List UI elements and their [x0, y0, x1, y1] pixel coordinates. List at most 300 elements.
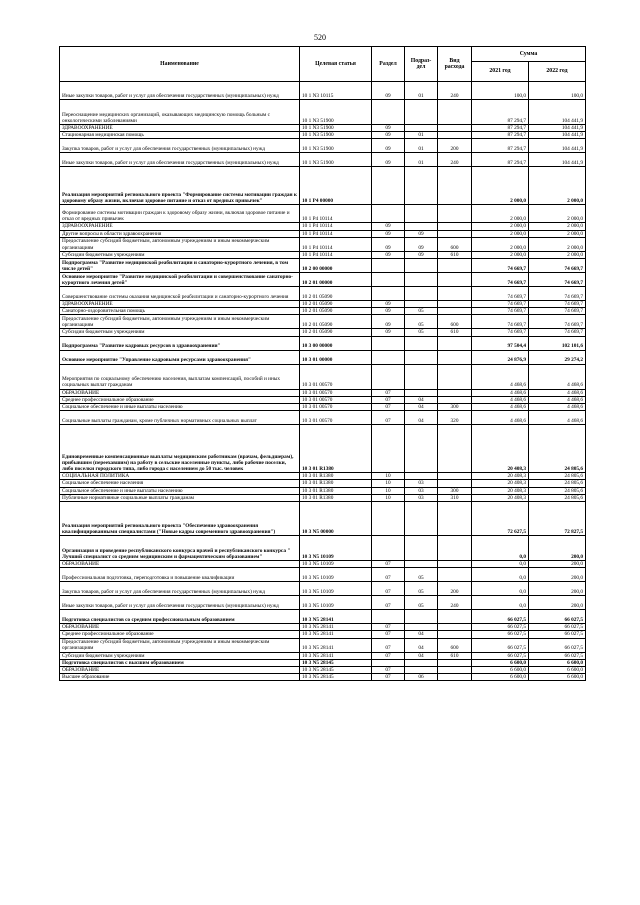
row-subsection-cell: 09: [405, 237, 438, 251]
row-sum-2021-cell: 100,0: [472, 82, 529, 100]
row-code-cell: 10 3 N5 28145: [300, 674, 372, 681]
row-subsection-cell: 03: [405, 494, 438, 501]
row-section-cell: 09: [372, 308, 405, 315]
row-subsection-cell: 09: [405, 251, 438, 258]
table-row: [60, 287, 586, 301]
row-subsection-cell: [405, 659, 438, 666]
row-subsection-cell: 03: [405, 480, 438, 487]
row-sum-2022-cell: 4 468,6: [529, 389, 586, 396]
row-name-cell: Реализация мероприятий регионального проекта "Формирование системы мотивации граждан к здоровому образу жизни, включая здоровое питание и отказ от вредных привычек": [60, 167, 300, 205]
row-section-cell: 10: [372, 473, 405, 480]
row-section-cell: 09: [372, 315, 405, 329]
row-subsection-cell: 04: [405, 652, 438, 659]
row-sum-2022-cell: 24 805,6: [529, 494, 586, 501]
row-expense-type-cell: [438, 100, 472, 125]
row-subsection-cell: 03: [405, 487, 438, 494]
row-subsection-cell: 04: [405, 404, 438, 411]
row-subsection-cell: 01: [405, 153, 438, 167]
row-sum-2021-cell: 74 669,7: [472, 259, 529, 273]
row-name-cell: Среднее профессиональное образование: [60, 631, 300, 638]
table-row: [60, 251, 586, 258]
row-code-cell: 10 3 00 00000: [300, 336, 372, 350]
row-subsection-cell: [405, 167, 438, 205]
row-sum-2021-cell: 2 000,0: [472, 205, 529, 223]
row-sum-2021-cell: 74 669,7: [472, 301, 529, 308]
header-year-2022: 2022 год: [529, 62, 586, 82]
row-name-cell: СОЦИАЛЬНАЯ ПОЛИТИКА: [60, 473, 300, 480]
row-sum-2022-cell: 29 274,2: [529, 350, 586, 364]
row-sum-2021-cell: 87 294,7: [472, 132, 529, 139]
row-sum-2022-cell: 4 468,6: [529, 396, 586, 403]
row-subsection-cell: [405, 205, 438, 223]
row-expense-type-cell: [438, 502, 472, 536]
row-expense-type-cell: [438, 631, 472, 638]
row-code-cell: 10 3 N5 28141: [300, 610, 372, 624]
row-sum-2021-cell: 66 027,5: [472, 631, 529, 638]
row-section-cell: 07: [372, 411, 405, 425]
row-sum-2022-cell: 24 805,6: [529, 480, 586, 487]
row-code-cell: 10 3 N5 28141: [300, 652, 372, 659]
row-name-cell: Среднее профессиональное образование: [60, 396, 300, 403]
row-expense-type-cell: 200: [438, 582, 472, 596]
row-sum-2022-cell: 104 441,9: [529, 132, 586, 139]
row-expense-type-cell: [438, 667, 472, 674]
table-row: [60, 638, 586, 652]
row-name-cell: ОБРАЗОВАНИЕ: [60, 389, 300, 396]
row-section-cell: [372, 350, 405, 364]
row-sum-2022-cell: 24 805,6: [529, 473, 586, 480]
table-row: [60, 364, 586, 389]
row-sum-2021-cell: 6 600,0: [472, 674, 529, 681]
row-sum-2021-cell: 0,0: [472, 568, 529, 582]
row-expense-type-cell: [438, 273, 472, 287]
row-name-cell: Предоставление субсидий бюджетным, автономным учреждениям и иным некоммерческим организациям: [60, 237, 300, 251]
table-row: [60, 536, 586, 561]
row-code-cell: 10 1 N3 51900: [300, 132, 372, 139]
row-name-cell: Подпрограмма "Развитие медицинской реабилитации и санаторно-курортного лечения, в том числе детей": [60, 259, 300, 273]
row-code-cell: 10 1 N3 51900: [300, 153, 372, 167]
row-sum-2022-cell: 200,0: [529, 561, 586, 568]
row-expense-type-cell: [438, 125, 472, 132]
row-sum-2022-cell: 74 669,7: [529, 287, 586, 301]
row-subsection-cell: [405, 624, 438, 631]
row-expense-type-cell: [438, 568, 472, 582]
row-sum-2022-cell: 2 000,0: [529, 237, 586, 251]
table-row: [60, 659, 586, 666]
row-sum-2021-cell: 74 669,7: [472, 308, 529, 315]
table-row: [60, 389, 586, 396]
row-sum-2021-cell: 20 408,3: [472, 487, 529, 494]
row-expense-type-cell: [438, 389, 472, 396]
row-sum-2022-cell: 74 669,7: [529, 329, 586, 336]
row-name-cell: Высшее образование: [60, 674, 300, 681]
row-name-cell: Субсидии бюджетным учреждениям: [60, 251, 300, 258]
table-row: [60, 425, 586, 473]
row-sum-2022-cell: 74 669,7: [529, 301, 586, 308]
row-sum-2021-cell: 20 408,3: [472, 425, 529, 473]
row-sum-2022-cell: 66 027,5: [529, 624, 586, 631]
row-section-cell: 09: [372, 153, 405, 167]
header-year-2021: 2021 год: [472, 62, 529, 82]
row-name-cell: Совершенствование системы оказания медицинской реабилитации и санаторно-курортного лечения: [60, 287, 300, 301]
table-row: [60, 125, 586, 132]
row-section-cell: [372, 364, 405, 389]
row-section-cell: [372, 205, 405, 223]
row-sum-2022-cell: 2 000,0: [529, 223, 586, 230]
table-row: [60, 336, 586, 350]
row-subsection-cell: 04: [405, 411, 438, 425]
row-subsection-cell: 04: [405, 631, 438, 638]
row-sum-2022-cell: 2 000,0: [529, 167, 586, 205]
table-row: [60, 139, 586, 153]
row-subsection-cell: [405, 389, 438, 396]
row-section-cell: 07: [372, 404, 405, 411]
row-section-cell: [372, 425, 405, 473]
table-header: [60, 47, 586, 82]
row-expense-type-cell: [438, 561, 472, 568]
row-subsection-cell: [405, 273, 438, 287]
row-code-cell: 10 3 N5 28141: [300, 624, 372, 631]
table-row: [60, 582, 586, 596]
row-subsection-cell: 05: [405, 315, 438, 329]
row-expense-type-cell: [438, 301, 472, 308]
row-expense-type-cell: [438, 167, 472, 205]
row-name-cell: Основное мероприятие "Управление кадровыми ресурсами здравоохранения": [60, 350, 300, 364]
row-subsection-cell: 01: [405, 132, 438, 139]
row-code-cell: 10 1 P4 10114: [300, 251, 372, 258]
row-expense-type-cell: 200: [438, 139, 472, 153]
row-subsection-cell: 05: [405, 308, 438, 315]
table-row: [60, 561, 586, 568]
row-sum-2022-cell: 66 027,5: [529, 631, 586, 638]
row-code-cell: 10 1 P4 00000: [300, 167, 372, 205]
row-sum-2022-cell: 200,0: [529, 568, 586, 582]
row-sum-2022-cell: 72 827,5: [529, 502, 586, 536]
table-row: [60, 487, 586, 494]
budget-table: [59, 46, 586, 681]
header-section: Раздел: [372, 47, 405, 82]
table-row: [60, 396, 586, 403]
row-sum-2022-cell: 2 000,0: [529, 205, 586, 223]
row-code-cell: 10 3 01 00000: [300, 350, 372, 364]
row-code-cell: 10 3 01 R1380: [300, 487, 372, 494]
row-expense-type-cell: 310: [438, 494, 472, 501]
row-sum-2021-cell: 20 408,3: [472, 480, 529, 487]
row-sum-2022-cell: 24 805,6: [529, 487, 586, 494]
row-sum-2021-cell: 74 669,7: [472, 273, 529, 287]
row-code-cell: 10 3 N5 28145: [300, 667, 372, 674]
row-expense-type-cell: [438, 308, 472, 315]
table-row: [60, 329, 586, 336]
row-section-cell: 07: [372, 624, 405, 631]
row-section-cell: [372, 610, 405, 624]
row-sum-2021-cell: 66 027,5: [472, 624, 529, 631]
row-sum-2022-cell: 200,0: [529, 536, 586, 561]
row-expense-type-cell: [438, 336, 472, 350]
row-sum-2021-cell: 2 000,0: [472, 230, 529, 237]
table-row: [60, 667, 586, 674]
row-sum-2022-cell: 6 600,0: [529, 667, 586, 674]
row-sum-2021-cell: 74 669,7: [472, 315, 529, 329]
row-code-cell: 10 3 01 00570: [300, 404, 372, 411]
row-code-cell: 10 3 N5 10109: [300, 536, 372, 561]
row-section-cell: [372, 167, 405, 205]
row-expense-type-cell: [438, 659, 472, 666]
header-subsection: Подраз-дел: [405, 47, 438, 82]
row-subsection-cell: [405, 125, 438, 132]
row-sum-2021-cell: 87 294,7: [472, 100, 529, 125]
row-code-cell: 10 2 00 00000: [300, 259, 372, 273]
row-subsection-cell: [405, 287, 438, 301]
row-expense-type-cell: 240: [438, 82, 472, 100]
row-name-cell: ОБРАЗОВАНИЕ: [60, 667, 300, 674]
table-row: [60, 568, 586, 582]
row-sum-2022-cell: 2 000,0: [529, 251, 586, 258]
table-row: [60, 167, 586, 205]
row-code-cell: 10 3 N5 10109: [300, 561, 372, 568]
table-row: [60, 624, 586, 631]
row-sum-2021-cell: 4 468,6: [472, 396, 529, 403]
row-expense-type-cell: [438, 259, 472, 273]
header-expense-type: Вид расхода: [438, 47, 472, 82]
row-code-cell: 10 1 P4 10114: [300, 230, 372, 237]
row-sum-2022-cell: 200,0: [529, 582, 586, 596]
row-code-cell: 10 3 01 00570: [300, 411, 372, 425]
row-sum-2021-cell: 74 669,7: [472, 287, 529, 301]
row-name-cell: Иные закупки товаров, работ и услуг для обеспечения государственных (муниципальных) нужд: [60, 82, 300, 100]
row-code-cell: 10 2 01 05090: [300, 301, 372, 308]
row-sum-2021-cell: 87 294,7: [472, 139, 529, 153]
row-expense-type-cell: [438, 610, 472, 624]
row-name-cell: Стационарная медицинская помощь: [60, 132, 300, 139]
row-sum-2022-cell: 104 441,9: [529, 100, 586, 125]
row-section-cell: [372, 259, 405, 273]
table-row: [60, 610, 586, 624]
row-sum-2021-cell: 74 669,7: [472, 329, 529, 336]
row-section-cell: 07: [372, 638, 405, 652]
row-sum-2021-cell: 2 000,0: [472, 167, 529, 205]
table-row: [60, 494, 586, 501]
row-section-cell: 07: [372, 561, 405, 568]
row-name-cell: Единовременные компенсационные выплаты медицинским работникам (врачам, фельдшерам), прибывшим (переехавшим) на работу в сельские населенные пункты, либо рабочие поселки, либо поселки городского типа, либо города с населением до 50 тыс. человек: [60, 425, 300, 473]
row-subsection-cell: [405, 364, 438, 389]
page-number: 520: [314, 33, 326, 42]
row-code-cell: 10 1 P4 10114: [300, 237, 372, 251]
row-subsection-cell: 05: [405, 596, 438, 610]
row-sum-2021-cell: 6 600,0: [472, 667, 529, 674]
row-sum-2021-cell: 24 876,9: [472, 350, 529, 364]
row-section-cell: 07: [372, 596, 405, 610]
row-expense-type-cell: 600: [438, 237, 472, 251]
row-sum-2022-cell: 66 027,5: [529, 638, 586, 652]
row-expense-type-cell: [438, 205, 472, 223]
row-subsection-cell: [405, 536, 438, 561]
row-section-cell: 09: [372, 223, 405, 230]
row-section-cell: 09: [372, 82, 405, 100]
row-section-cell: 10: [372, 494, 405, 501]
row-code-cell: 10 2 01 05090: [300, 315, 372, 329]
row-sum-2022-cell: 74 669,7: [529, 273, 586, 287]
row-subsection-cell: 05: [405, 582, 438, 596]
row-name-cell: Закупка товаров, работ и услуг для обеспечения государственных (муниципальных) нужд: [60, 582, 300, 596]
header-code: Целевая статья: [300, 47, 372, 82]
row-expense-type-cell: [438, 473, 472, 480]
row-section-cell: [372, 502, 405, 536]
row-sum-2021-cell: 4 468,6: [472, 411, 529, 425]
row-sum-2022-cell: 74 669,7: [529, 315, 586, 329]
table-row: [60, 631, 586, 638]
row-subsection-cell: [405, 502, 438, 536]
row-section-cell: 09: [372, 301, 405, 308]
row-sum-2021-cell: 66 027,5: [472, 638, 529, 652]
row-code-cell: 10 3 N5 10109: [300, 596, 372, 610]
table-row: [60, 205, 586, 223]
row-subsection-cell: 06: [405, 674, 438, 681]
row-expense-type-cell: [438, 223, 472, 230]
table-row: [60, 596, 586, 610]
row-expense-type-cell: 300: [438, 404, 472, 411]
table-row: [60, 315, 586, 329]
row-name-cell: Формирование системы мотивации граждан к здоровому образу жизни, включая здоровое питание и отказ от вредных привычек: [60, 205, 300, 223]
row-name-cell: Переоснащение медицинских организаций, оказывающих медицинскую помощь больным с онкологическими заболеваниями: [60, 100, 300, 125]
row-expense-type-cell: [438, 536, 472, 561]
row-name-cell: Мероприятия по социальному обеспечению населения, выплатам компенсаций, пособий и иных социальных выплат гражданам: [60, 364, 300, 389]
row-expense-type-cell: [438, 480, 472, 487]
row-name-cell: Профессиональная подготовка, переподготовка и повышение квалификации: [60, 568, 300, 582]
row-section-cell: 07: [372, 631, 405, 638]
row-sum-2021-cell: 0,0: [472, 596, 529, 610]
row-expense-type-cell: 300: [438, 487, 472, 494]
row-code-cell: 10 1 N3 51900: [300, 100, 372, 125]
row-sum-2022-cell: 100,0: [529, 82, 586, 100]
row-name-cell: Подготовка специалистов со средним профессиональным образованием: [60, 610, 300, 624]
row-sum-2021-cell: 0,0: [472, 582, 529, 596]
row-sum-2022-cell: 200,0: [529, 596, 586, 610]
row-expense-type-cell: 610: [438, 329, 472, 336]
table-row: [60, 82, 586, 100]
row-sum-2021-cell: 87 294,7: [472, 125, 529, 132]
row-expense-type-cell: 320: [438, 411, 472, 425]
row-name-cell: Организация и проведение республиканского конкурса врачей и республиканского конкурса " Лучший специалист со средним медицинским и фармацевтическим образованием": [60, 536, 300, 561]
row-code-cell: 10 1 P4 10114: [300, 223, 372, 230]
row-section-cell: [372, 336, 405, 350]
row-code-cell: 10 2 01 00000: [300, 273, 372, 287]
row-section-cell: 07: [372, 389, 405, 396]
row-name-cell: Иные закупки товаров, работ и услуг для обеспечения государственных (муниципальных) нужд: [60, 596, 300, 610]
row-name-cell: Публичные нормативные социальные выплаты гражданам: [60, 494, 300, 501]
row-sum-2022-cell: 104 441,9: [529, 153, 586, 167]
row-sum-2022-cell: 4 468,6: [529, 411, 586, 425]
row-name-cell: ОБРАЗОВАНИЕ: [60, 624, 300, 631]
row-name-cell: Предоставление субсидий бюджетным, автономным учреждениям и иным некоммерческим организациям: [60, 638, 300, 652]
table-row: [60, 652, 586, 659]
row-section-cell: 09: [372, 329, 405, 336]
row-sum-2021-cell: 20 408,3: [472, 473, 529, 480]
row-code-cell: 10 3 01 R1380: [300, 473, 372, 480]
row-expense-type-cell: [438, 425, 472, 473]
row-section-cell: 09: [372, 125, 405, 132]
row-section-cell: 10: [372, 480, 405, 487]
row-sum-2021-cell: 6 600,0: [472, 659, 529, 666]
row-subsection-cell: 01: [405, 82, 438, 100]
row-expense-type-cell: [438, 396, 472, 403]
row-section-cell: [372, 536, 405, 561]
row-subsection-cell: [405, 610, 438, 624]
row-name-cell: Подпрограмма "Развитие кадровых ресурсов в здравоохранении": [60, 336, 300, 350]
row-subsection-cell: [405, 223, 438, 230]
row-name-cell: Основное мероприятие "Развитие медицинской реабилитации и совершенствование санаторно-курортного лечения детей": [60, 273, 300, 287]
row-sum-2021-cell: 0,0: [472, 561, 529, 568]
table-row: [60, 259, 586, 273]
row-sum-2021-cell: 87 294,7: [472, 153, 529, 167]
row-expense-type-cell: [438, 624, 472, 631]
row-sum-2021-cell: 2 000,0: [472, 237, 529, 251]
row-expense-type-cell: 240: [438, 153, 472, 167]
row-subsection-cell: 04: [405, 638, 438, 652]
table-row: [60, 273, 586, 287]
row-code-cell: 10 1 N3 51900: [300, 125, 372, 132]
row-sum-2022-cell: 24 805,6: [529, 425, 586, 473]
header-sum: Сумма: [472, 47, 586, 62]
row-expense-type-cell: [438, 674, 472, 681]
row-section-cell: 07: [372, 396, 405, 403]
row-name-cell: Реализация мероприятий регионального проекта "Обеспечение здравоохранения квалифицированными специалистами ("Новые кадры современного здравоохранения"): [60, 502, 300, 536]
row-code-cell: 10 3 N5 10109: [300, 582, 372, 596]
row-section-cell: 07: [372, 674, 405, 681]
row-subsection-cell: 01: [405, 139, 438, 153]
table-row: [60, 230, 586, 237]
row-section-cell: 07: [372, 652, 405, 659]
row-name-cell: Закупка товаров, работ и услуг для обеспечения государственных (муниципальных) нужд: [60, 139, 300, 153]
row-name-cell: Иные закупки товаров, работ и услуг для обеспечения государственных (муниципальных) нужд: [60, 153, 300, 167]
row-code-cell: 10 2 01 05090: [300, 308, 372, 315]
row-sum-2022-cell: 2 000,0: [529, 230, 586, 237]
row-subsection-cell: [405, 425, 438, 473]
row-sum-2022-cell: 104 441,9: [529, 125, 586, 132]
row-expense-type-cell: [438, 287, 472, 301]
row-sum-2021-cell: 4 468,6: [472, 364, 529, 389]
row-expense-type-cell: [438, 364, 472, 389]
row-code-cell: 10 3 01 R1380: [300, 494, 372, 501]
row-code-cell: 10 3 N5 28141: [300, 638, 372, 652]
row-name-cell: ЗДРАВООХРАНЕНИЕ: [60, 223, 300, 230]
row-expense-type-cell: 610: [438, 652, 472, 659]
row-subsection-cell: 04: [405, 396, 438, 403]
row-code-cell: 10 3 01 00570: [300, 396, 372, 403]
row-expense-type-cell: 240: [438, 596, 472, 610]
row-expense-type-cell: [438, 230, 472, 237]
table-row: [60, 502, 586, 536]
row-code-cell: 10 3 01 R1380: [300, 480, 372, 487]
row-name-cell: Субсидии бюджетным учреждениям: [60, 652, 300, 659]
row-name-cell: Другие вопросы в области здравоохранения: [60, 230, 300, 237]
row-subsection-cell: 05: [405, 329, 438, 336]
table-row: [60, 100, 586, 125]
row-section-cell: 09: [372, 251, 405, 258]
row-subsection-cell: [405, 336, 438, 350]
row-subsection-cell: [405, 259, 438, 273]
table-row: [60, 480, 586, 487]
row-name-cell: Социальное обеспечение и иные выплаты населению: [60, 487, 300, 494]
row-subsection-cell: [405, 667, 438, 674]
row-code-cell: 10 1 N3 51900: [300, 139, 372, 153]
row-sum-2021-cell: 97 504,4: [472, 336, 529, 350]
row-expense-type-cell: 600: [438, 315, 472, 329]
row-name-cell: ОБРАЗОВАНИЕ: [60, 561, 300, 568]
row-section-cell: [372, 100, 405, 125]
table-row: [60, 301, 586, 308]
row-subsection-cell: 05: [405, 568, 438, 582]
